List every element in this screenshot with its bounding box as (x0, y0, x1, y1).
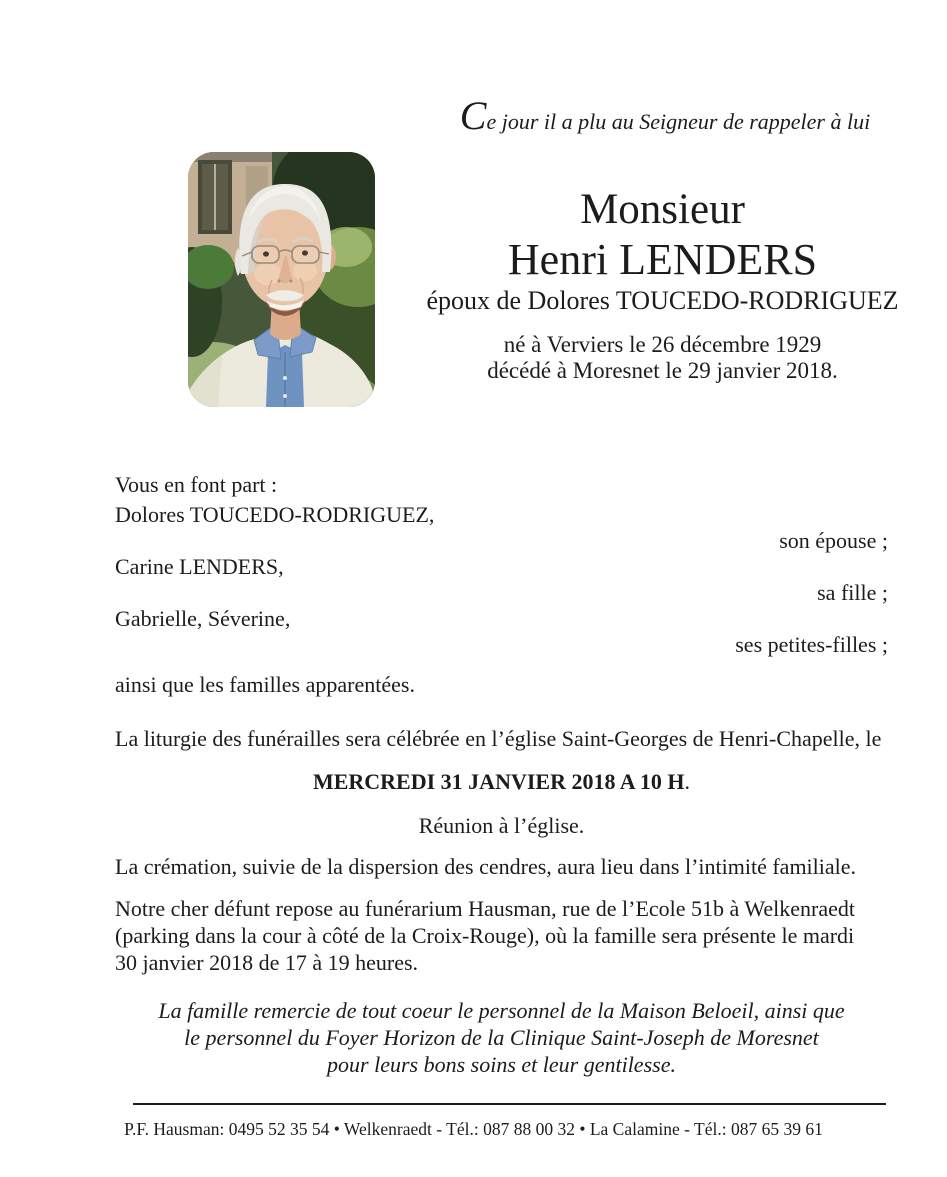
repose-line: (parking dans la cour à côté de la Croix-Rouge), où la famille sera présente le mardi (115, 923, 855, 948)
repose-paragraph (115, 895, 888, 976)
footer-divider (133, 1103, 886, 1105)
portrait-photo (188, 152, 375, 407)
family-row (115, 554, 888, 606)
meeting-line: Réunion à l’église. (418, 813, 585, 838)
epigraph-initial: C (459, 93, 487, 138)
family-name: Dolores TOUCEDO-RODRIGUEZ, (115, 502, 435, 527)
title-monsieur: Monsieur (580, 186, 745, 233)
family-name: Gabrielle, Séverine, (115, 606, 291, 631)
family-row (115, 502, 888, 554)
header-block (420, 186, 905, 384)
epigraph (430, 93, 900, 142)
announcement-body (115, 472, 888, 1078)
funeral-home-contact: P.F. Hausman: 0495 52 35 54 • Welkenraedt - Tél.: 087 88 00 32 • La Calamine - Tél.: 087 65 39 61 (124, 1119, 823, 1139)
ceremony-date-period: . (684, 769, 691, 794)
deceased-name: Henri LENDERS (507, 235, 818, 284)
death-line: décédé à Moresnet le 29 janvier 2018. (487, 358, 838, 383)
liturgy-line: La liturgie des funérailles sera célébrée en l’église Saint-Georges de Henri-Chapelle, le (115, 726, 882, 751)
family-relation: ses petites-filles ; (735, 632, 888, 657)
spouse-line: époux de Dolores TOUCEDO-RODRIGUEZ (426, 286, 899, 315)
family-relation: sa fille ; (817, 580, 888, 605)
repose-line: 30 janvier 2018 de 17 à 19 heures. (115, 950, 419, 975)
cremation-line: La crémation, suivie de la dispersion des cendres, aura lieu dans l’intimité familiale. (115, 854, 857, 879)
repose-line: Notre cher défunt repose au funérarium Hausman, rue de l’Ecole 51b à Welkenraedt (115, 896, 856, 921)
family-row (115, 606, 888, 658)
closing-line: ainsi que les familles apparentées. (115, 672, 415, 697)
family-relation: son épouse ; (779, 528, 888, 553)
thanks-line: pour leurs bons soins et leur gentilesse. (327, 1052, 676, 1077)
family-name: Carine LENDERS, (115, 554, 284, 579)
thanks-line: le personnel du Foyer Horizon de la Clinique Saint-Joseph de Moresnet (184, 1025, 819, 1050)
birth-line: né à Verviers le 26 décembre 1929 (503, 332, 822, 357)
thanks-paragraph (115, 997, 888, 1078)
epigraph-text: e jour il a plu au Seigneur de rappeler à lui (486, 109, 871, 134)
ceremony-date-line (115, 769, 888, 795)
thanks-line: La famille remercie de tout coeur le personnel de la Maison Beloeil, ainsi que (158, 998, 845, 1023)
intro-line: Vous en font part : (115, 472, 278, 497)
ceremony-date-bold: MERCREDI 31 JANVIER 2018 A 10 H (312, 769, 685, 794)
